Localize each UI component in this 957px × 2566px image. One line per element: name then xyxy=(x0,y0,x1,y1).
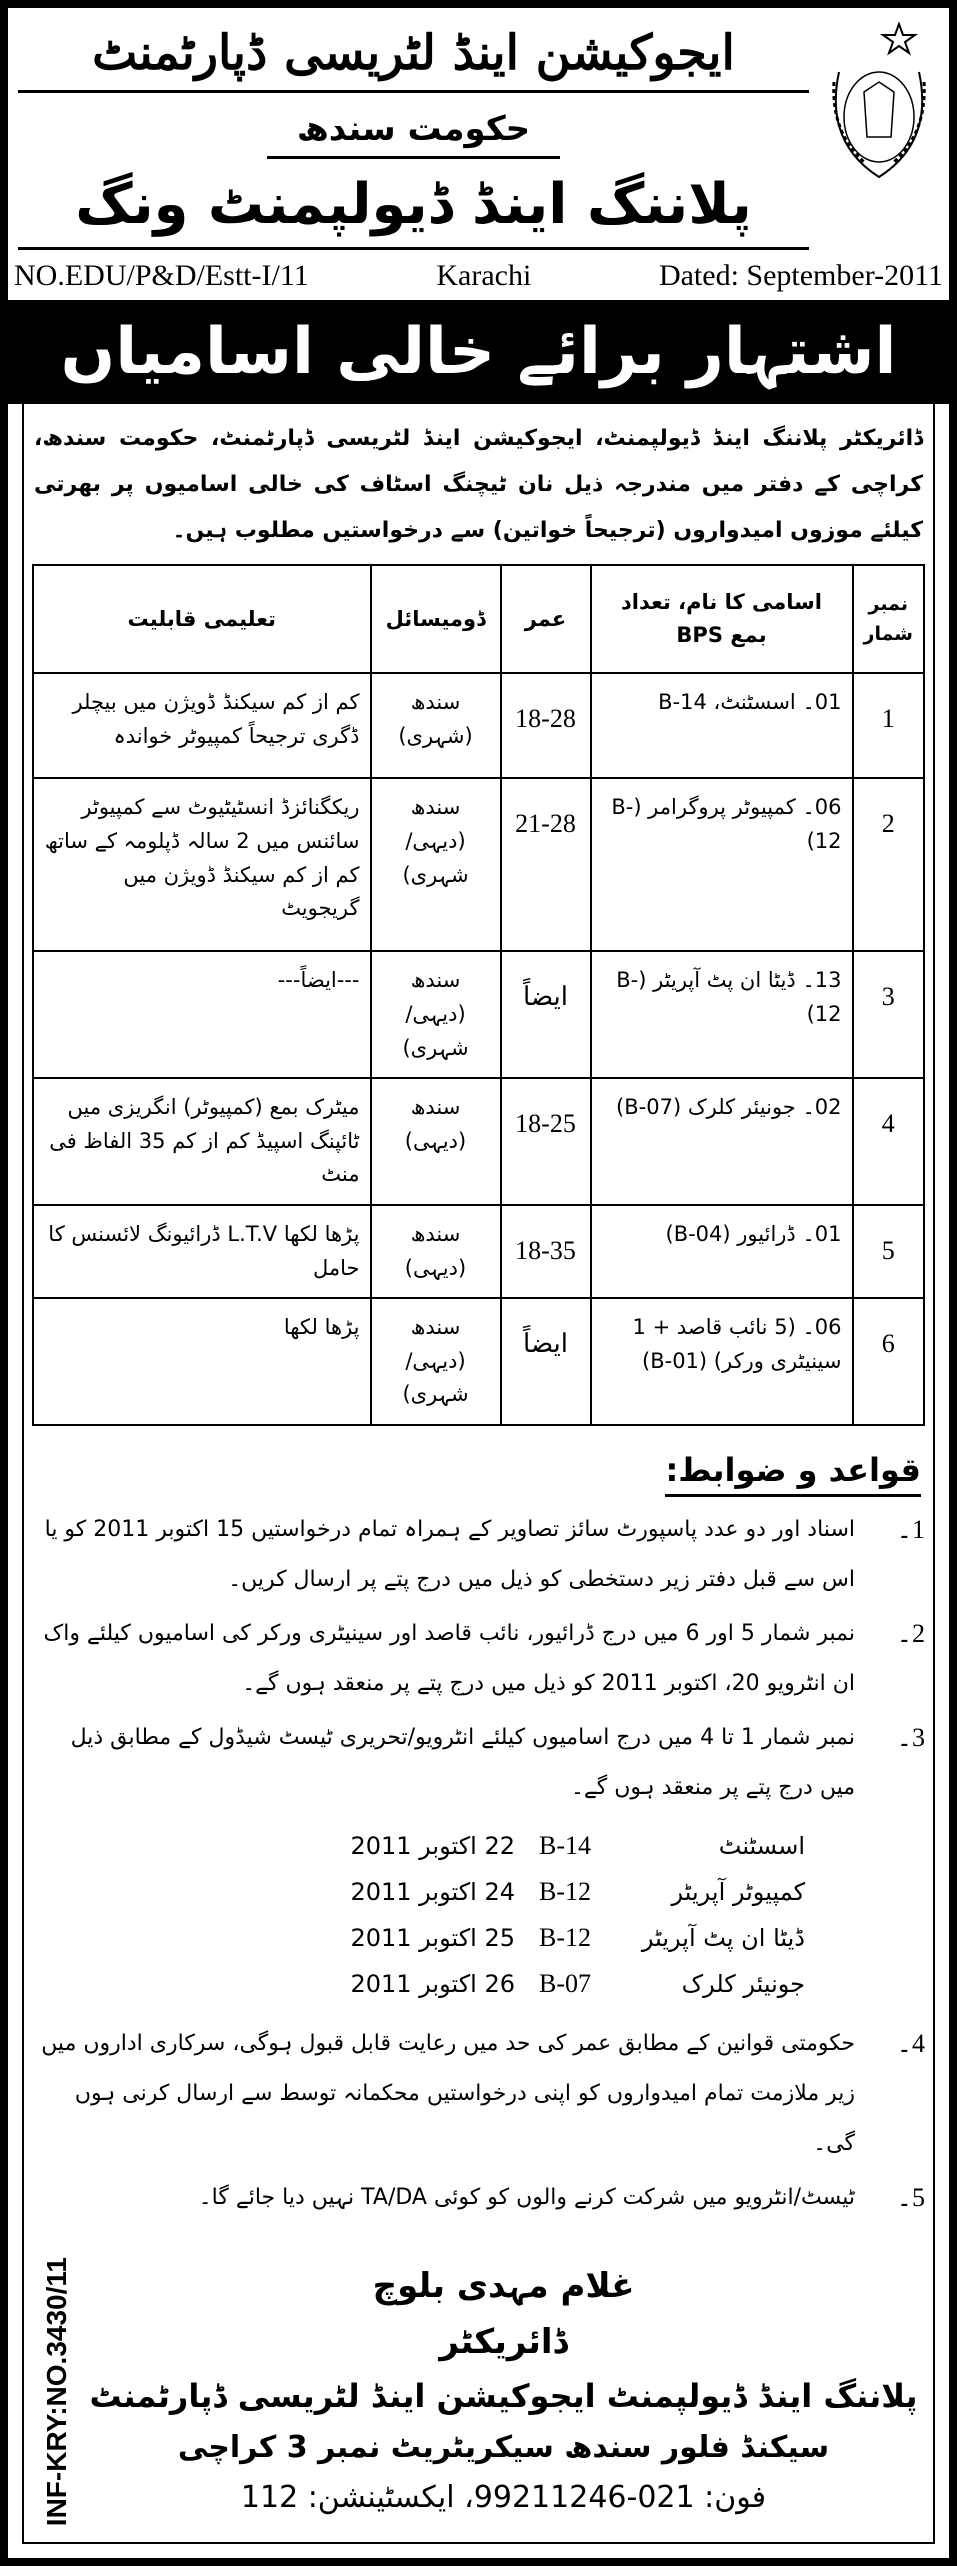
header-qualification: تعلیمی قابلیت xyxy=(33,565,371,673)
table-row xyxy=(33,673,924,778)
ad-code-text: INF-KRY:NO.3430/11 xyxy=(41,2256,72,2526)
qualification-cell: کم از کم سیکنڈ ڈویژن میں بیچلر ڈگری ترجیحاً کمپیوٹر خواندہ xyxy=(33,673,371,778)
reference-number: NO.EDU/P&D/Estt-I/11 xyxy=(14,259,309,293)
seal-icon xyxy=(819,22,939,187)
header-serial: نمبر شمار xyxy=(853,565,925,673)
rule-number: 3۔ xyxy=(896,1722,925,1752)
header-titles xyxy=(18,22,819,250)
rule-number: 5۔ xyxy=(896,2182,925,2212)
post-cell: 01۔ اسسٹنٹ، B-14 xyxy=(591,673,853,778)
rule-item xyxy=(32,1609,925,1709)
header-domicile: ڈومیسائل xyxy=(371,565,501,673)
table-row xyxy=(33,1205,924,1298)
age-cell: ایضاً xyxy=(501,951,591,1078)
government-title: حکومت سندھ xyxy=(267,107,560,158)
signature-area xyxy=(32,2257,925,2526)
signature-block xyxy=(82,2259,925,2523)
rule-item xyxy=(32,1505,925,1605)
schedule-date: 24 اکتوبر 2011 xyxy=(350,1877,515,1906)
rule-text: اسناد اور دو عدد پاسپورٹ سائز تصاویر کے ہمراہ تمام درخواستیں 15 اکتوبر 2011 کو یا اس سے قبل دفتر زیر دستخطی کو ذیل میں درج پتے پر ارسال کریں۔ xyxy=(44,1516,855,1592)
serial-cell: 3 xyxy=(853,951,925,1078)
ad-code xyxy=(32,2257,82,2526)
domicile-cell: سندھ (دیہی/شہری) xyxy=(371,1298,501,1425)
schedule-date: 25 اکتوبر 2011 xyxy=(350,1923,515,1952)
schedule-post: اسسٹنٹ xyxy=(718,1831,805,1860)
rule-number: 1۔ xyxy=(896,1514,925,1544)
interview-schedule xyxy=(32,1817,925,2019)
table-body xyxy=(33,673,924,1425)
post-cell: 06۔ (5 نائب قاصد + 1 سینیٹری ورکر) (B-01) xyxy=(591,1298,853,1425)
qualification-cell: پڑھا لکھا xyxy=(33,1298,371,1425)
city: Karachi xyxy=(436,259,532,293)
rule-item xyxy=(32,2019,925,2169)
age-cell: 18-35 xyxy=(501,1205,591,1298)
serial-cell: 4 xyxy=(853,1078,925,1205)
schedule-row xyxy=(32,1869,805,1915)
reference-row xyxy=(8,250,949,300)
age-cell: 21-28 xyxy=(501,778,591,951)
signatory-name: غلام مہدی بلوچ xyxy=(372,2266,635,2307)
schedule-post: ڈیٹا ان پٹ آپریٹر xyxy=(641,1923,805,1952)
post-cell: 01۔ ڈرائیور (B-04) xyxy=(591,1205,853,1298)
table-row xyxy=(33,778,924,951)
domicile-cell: سندھ (دیہی) xyxy=(371,1078,501,1205)
rules-list xyxy=(32,1505,925,2227)
domicile-cell: سندھ (شہری) xyxy=(371,673,501,778)
rule-text: حکومتی قوانین کے مطابق عمر کی حد میں رعایت قابل قبول ہوگی، سرکاری اداروں میں زیر ملازمت تمام امیدواروں کو اپنی درخواستیں محکمانہ توسط سے ارسال کرنی ہوں گی۔ xyxy=(41,2030,855,2156)
serial-cell: 5 xyxy=(853,1205,925,1298)
domicile-cell: سندھ (دیہی/شہری) xyxy=(371,951,501,1078)
serial-cell: 1 xyxy=(853,673,925,778)
header xyxy=(8,8,949,250)
post-cell: 13۔ ڈیٹا ان پٹ آپریٹر (B-12) xyxy=(591,951,853,1078)
serial-cell: 2 xyxy=(853,778,925,951)
rule-number: 2۔ xyxy=(896,1618,925,1648)
schedule-post: کمپیوٹر آپریٹر xyxy=(671,1877,805,1906)
age-cell: ایضاً xyxy=(501,1298,591,1425)
schedule-date: 22 اکتوبر 2011 xyxy=(350,1831,515,1860)
office-phone: فون: 021-99211246، ایکسٹینشن: 112 xyxy=(240,2480,767,2516)
body-frame xyxy=(22,404,935,2543)
schedule-date: 26 اکتوبر 2011 xyxy=(350,1969,515,1998)
rule-text: ٹیسٹ/انٹرویو میں شرکت کرنے والوں کو کوئی TA/DA نہیں دیا جائے گا۔ xyxy=(198,2184,855,2210)
schedule-grade: B-07 xyxy=(539,1968,591,1998)
office-address: سیکنڈ فلور سندھ سیکریٹریٹ نمبر 3 کراچی xyxy=(177,2430,830,2466)
table-row xyxy=(33,1078,924,1205)
header-age: عمر xyxy=(501,565,591,673)
header-post: اسامی کا نام، تعداد بمع BPS xyxy=(591,565,853,673)
qualification-cell: پڑھا لکھا L.T.V ڈرائیونگ لائسنس کا حامل xyxy=(33,1205,371,1298)
age-cell: 18-25 xyxy=(501,1078,591,1205)
table-row xyxy=(33,951,924,1078)
table-header-row xyxy=(33,565,924,673)
rules-heading: قواعد و ضوابط: xyxy=(665,1450,921,1497)
qualification-cell: ریکگنائزڈ انسٹیٹیوٹ سے کمپیوٹر سائنس میں 2 سالہ ڈپلومہ کے ساتھ کم از کم سیکنڈ ڈویژن میں گریجویٹ xyxy=(33,778,371,951)
rule-text: نمبر شمار 1 تا 4 میں درج اسامیوں کیلئے انٹرویو/تحریری ٹیسٹ شیڈول کے مطابق ذیل میں درج پتے پر منعقد ہوں گے۔ xyxy=(70,1724,855,1800)
domicile-cell: سندھ (دیہی/شہری) xyxy=(371,778,501,951)
qualification-cell: میٹرک بمع (کمپیوٹر) انگریزی میں ٹائپنگ اسپیڈ کم از کم 35 الفاظ فی منٹ xyxy=(33,1078,371,1205)
schedule-row xyxy=(32,1961,805,2007)
vacancy-table xyxy=(32,564,925,1426)
post-cell: 06۔ کمپیوٹر پروگرامر (B-12) xyxy=(591,778,853,951)
rule-text: نمبر شمار 5 اور 6 میں درج ڈرائیور، نائب قاصد اور سینیٹری ورکر کی اسامیوں کیلئے واک ان انٹرویو 20، اکتوبر 2011 کو ذیل میں درج پتے پر منعقد ہوں گے۔ xyxy=(43,1620,855,1696)
advertisement-page xyxy=(8,8,949,2558)
qualification-cell: ---ایضاً--- xyxy=(33,951,371,1078)
schedule-grade: B-12 xyxy=(539,1922,591,1952)
date: Dated: September-2011 xyxy=(658,259,943,293)
schedule-grade: B-14 xyxy=(539,1830,591,1860)
intro-paragraph: ڈائریکٹر پلاننگ اینڈ ڈیولپمنٹ، ایجوکیشن اینڈ لٹریسی ڈپارٹمنٹ، حکومت سندھ، کراچی کے دفتر میں مندرجہ ذیل نان ٹیچنگ اسٹاف کی خالی اسامیوں پر بھرتی کیلئے موزوں امیدواروں (ترجیحاً خواتین) سے درخواستیں مطلوب ہیں۔ xyxy=(34,426,923,544)
vacancy-banner: اشتہار برائے خالی اسامیاں xyxy=(8,300,949,404)
rule-item xyxy=(32,1713,925,1813)
schedule-row xyxy=(32,1823,805,1869)
schedule-row xyxy=(32,1915,805,1961)
sindh-government-seal xyxy=(819,22,939,191)
table-row xyxy=(33,1298,924,1425)
rule-item xyxy=(32,2173,925,2223)
post-cell: 02۔ جونیئر کلرک (B-07) xyxy=(591,1078,853,1205)
age-cell: 18-28 xyxy=(501,673,591,778)
signatory-designation: ڈائریکٹر xyxy=(439,2321,568,2362)
schedule-grade: B-12 xyxy=(539,1876,591,1906)
rule-number: 4۔ xyxy=(896,2028,925,2058)
schedule-post: جونیئر کلرک xyxy=(681,1969,805,1998)
domicile-cell: سندھ (دیہی) xyxy=(371,1205,501,1298)
department-title: ایجوکیشن اینڈ لٹریسی ڈپارٹمنٹ xyxy=(18,22,809,93)
signatory-office: پلاننگ اینڈ ڈیولپمنٹ ایجوکیشن اینڈ لٹریسی ڈپارٹمنٹ xyxy=(89,2377,918,2416)
serial-cell: 6 xyxy=(853,1298,925,1425)
wing-title: پلاننگ اینڈ ڈیولپمنٹ ونگ xyxy=(18,169,809,251)
